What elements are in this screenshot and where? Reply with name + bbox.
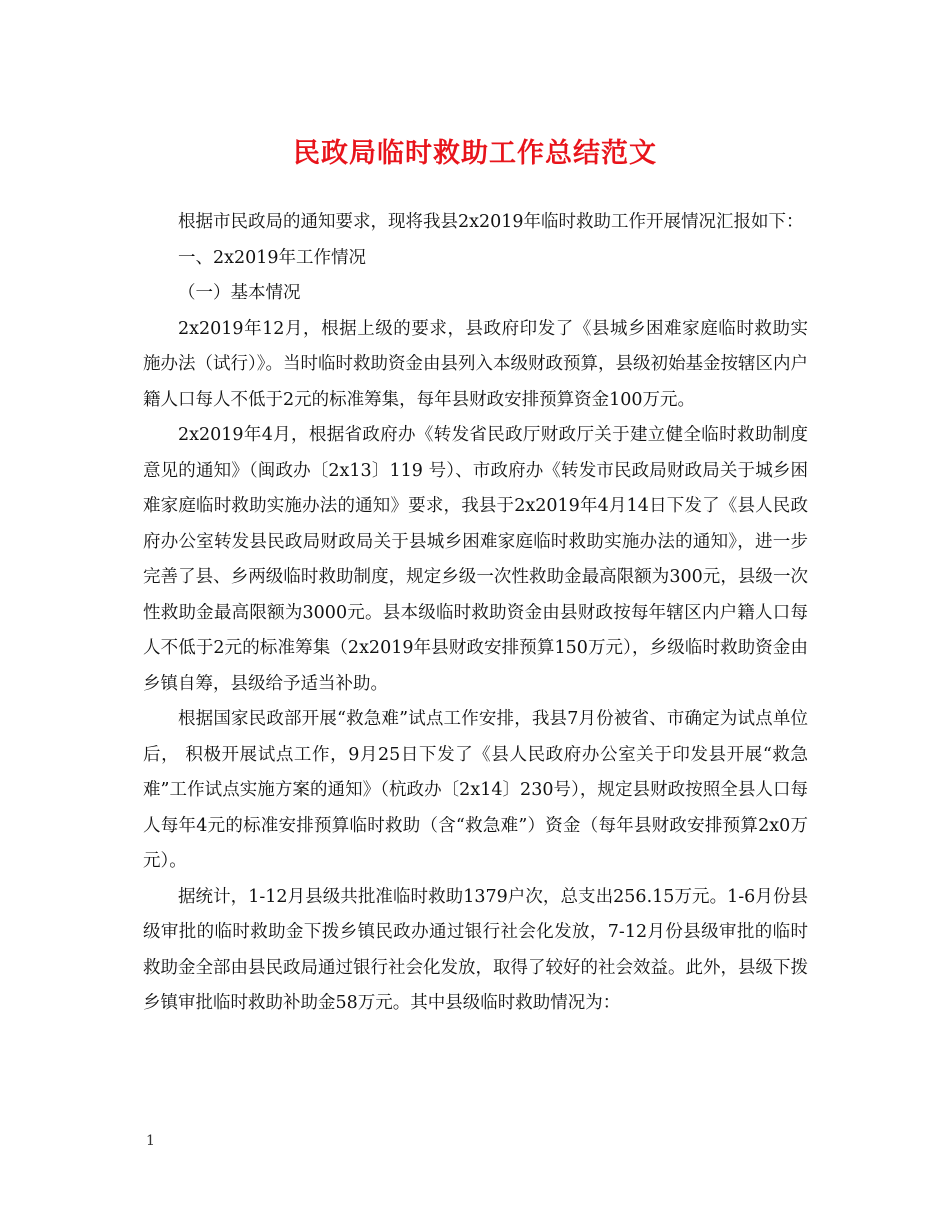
paragraph-statistics: 据统计，1-12月县级共批准临时救助1379户次，总支出256.15万元。1-6月份县级审批的临时救助金下拨乡镇民政办通过银行社会化发放，7-12月份县级审批的临时救助金全部由县民政局通过银行社会化发放，取得了较好的社会效益。此外，县级下拨乡镇审批临时救助补助金58万元。其中县级临时救助情况为：	[143, 886, 808, 1013]
paragraph-2019-december: 2x2019年12月，根据上级的要求，县政府印发了《县城乡困难家庭临时救助实施办法（试行）》。当时临时救助资金由县列入本级财政预算，县级初始基金按辖区内户籍人口每人不低于2元的标准筹集，每年县财政安排预算资金100万元。	[143, 318, 808, 410]
paragraph-intro: 根据市民政局的通知要求，现将我县2x2019年临时救助工作开展情况汇报如下：	[178, 212, 804, 232]
document-title: 民政局临时救助工作总结范文	[293, 138, 657, 169]
subsection-heading: （一）基本情况	[178, 283, 301, 303]
document-body	[143, 205, 808, 1022]
paragraph-2019-april: 2x2019年4月，根据省政府办《转发省民政厅财政厅关于建立健全临时救助制度意见的通知》（闽政办〔2x13〕119 号）、市政府办《转发市民政局财政局关于城乡困难家庭临时救助实施办法的通知》要求，我县于2x2019年4月14日下发了《县人民政府办公室转发县民政局财政局关于县城乡困难家庭临时救助实施办法的通知》，进一步完善了县、乡两级临时救助制度，规定乡级一次性救助金最高限额为300元，县级一次性救助金最高限额为3000元。县本级临时救助资金由县财政按每年辖区内户籍人口每人不低于2元的标准筹集（2x2019年县财政安排预算150万元），乡级临时救助资金由乡镇自筹，县级给予适当补助。	[143, 425, 808, 694]
page-number: 1	[146, 1133, 155, 1149]
section-heading: 一、2x2019年工作情况	[178, 247, 367, 268]
paragraph-jiujinan-pilot: 根据国家民政部开展“救急难”试点工作安排，我县7月份被省、市确定为试点单位后， 积极开展试点工作，9月25日下发了《县人民政府办公室关于印发县开展“救急难”工作试点实施方案的通知》（杭政办〔2x14〕230号），规定县财政按照全县人口每人每年4元的标准安排预算临时救助（含“救急难”）资金（每年县财政安排预算2x0万元）。	[143, 709, 808, 871]
